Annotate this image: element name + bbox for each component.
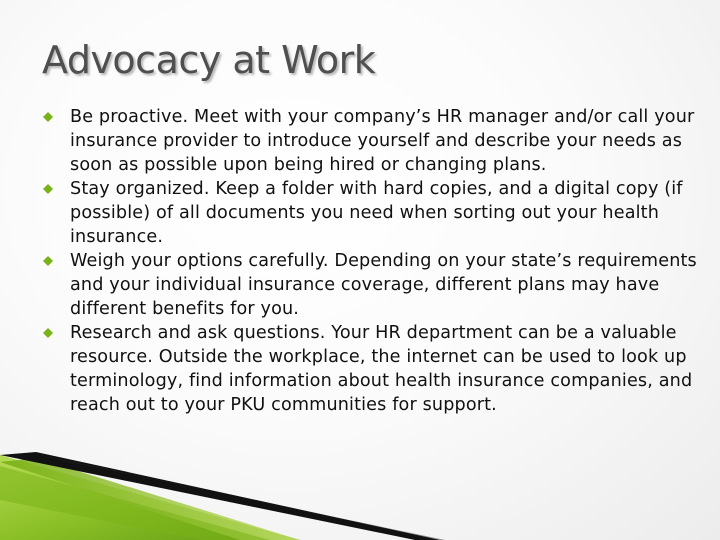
bullet-text: Research and ask questions. Your HR department can be a valuable resource. Outside the workplace, the internet can be used to look up terminology, find information about health insurance companies, and reach out to your PKU communities for support. [70, 323, 693, 415]
bullet-item-research [70, 321, 710, 417]
bullet-item-proactive [70, 105, 710, 177]
diamond-bullet-icon [43, 112, 53, 122]
diamond-bullet-icon [43, 256, 53, 266]
diamond-bullet-icon [43, 184, 53, 194]
bullet-text: Stay organized. Keep a folder with hard copies, and a digital copy (if possible) of all documents you need when sorting out your health insurance. [70, 179, 683, 247]
bullet-list [70, 105, 710, 417]
diamond-bullet-icon [43, 328, 53, 338]
bullet-text: Weigh your options carefully. Depending on your state’s requirements and your individual insurance coverage, different plans may have different benefits for you. [70, 251, 697, 319]
bullet-item-options [70, 249, 710, 321]
bullet-item-organized [70, 177, 710, 249]
bullet-text: Be proactive. Meet with your company’s HR manager and/or call your insurance provider to introduce yourself and describe your needs as soon as possible upon being hired or changing plans. [70, 107, 695, 175]
slide-title: Advocacy at Work [42, 38, 376, 82]
